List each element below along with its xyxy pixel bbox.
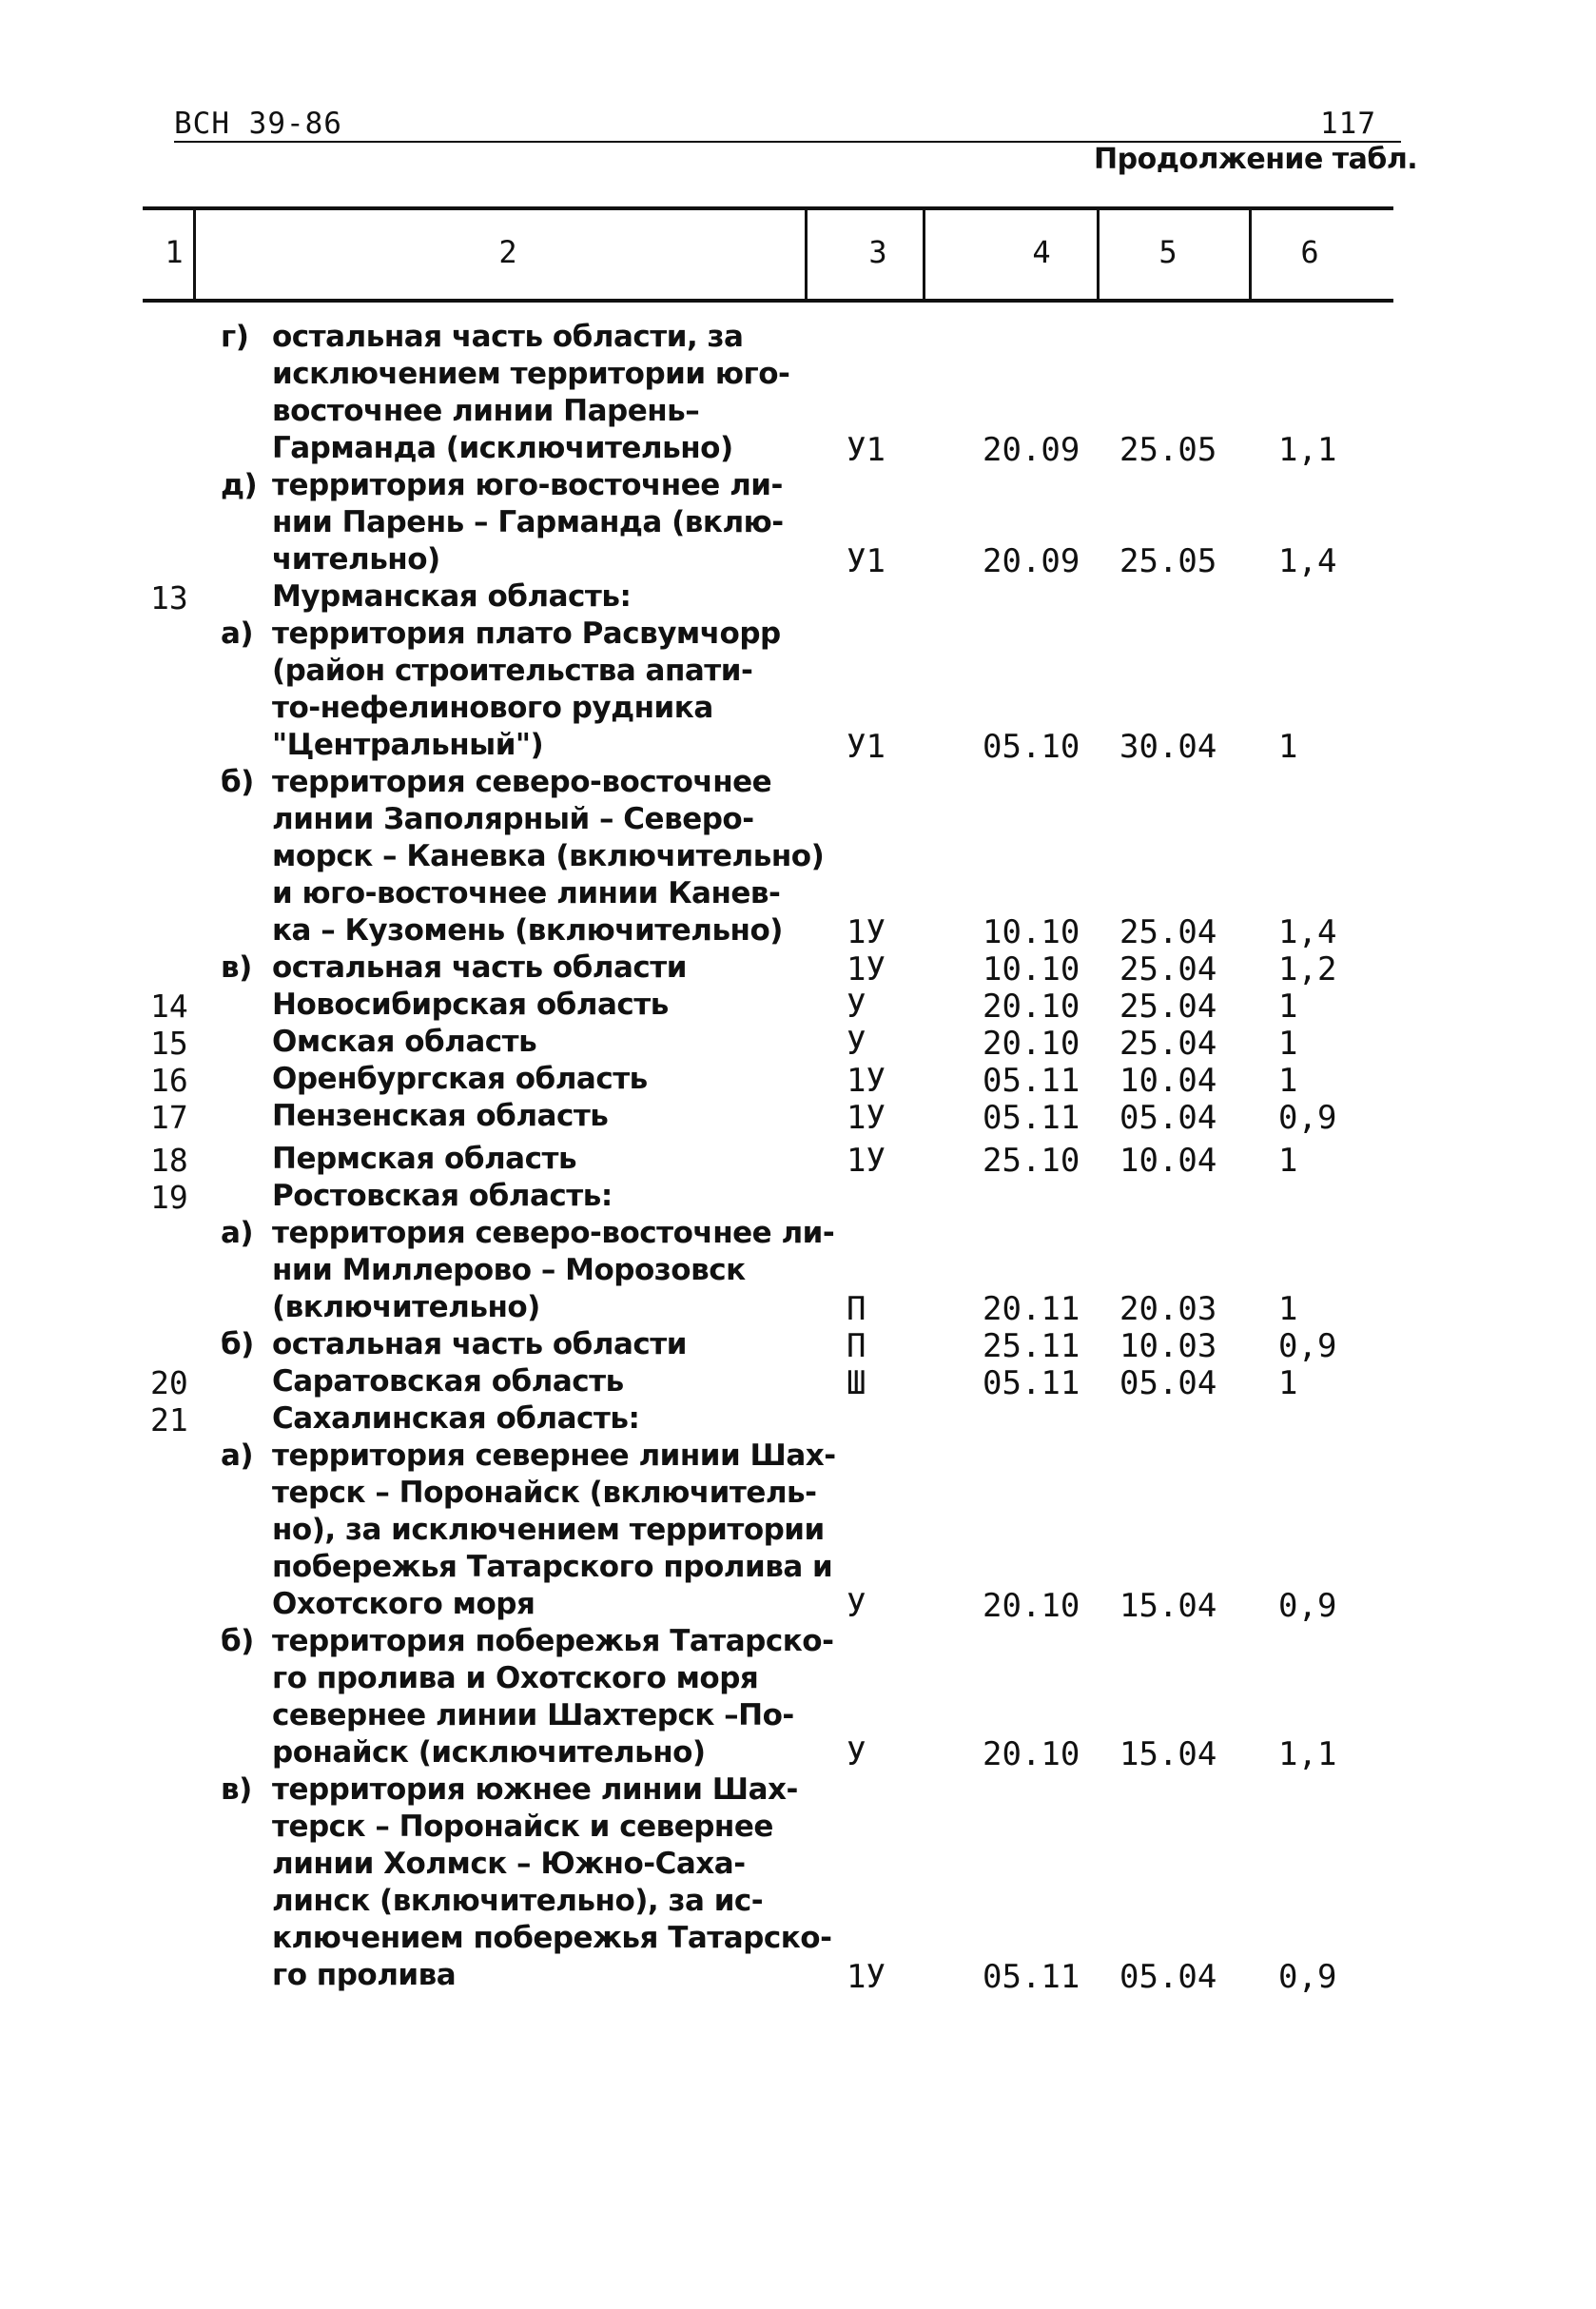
region-description: территория севернее линии Шах- [272,1438,836,1473]
region-description: нии Миллерово – Морозовск [272,1253,746,1287]
climate-zone-cell: 1У [847,1099,886,1137]
end-date-cell: 10.04 [1119,1062,1217,1100]
region-description: (включительно) [272,1290,540,1324]
climate-zone-cell: П [847,1290,866,1328]
coefficient-cell: 1 [1278,1290,1298,1328]
coefficient-cell: 0,9 [1278,1587,1337,1625]
region-description: Саратовская область [272,1364,624,1399]
start-date-cell: 10.10 [983,950,1080,988]
item-letter: д) [221,468,258,502]
start-date-cell: 20.09 [983,542,1080,580]
row-number: 21 [150,1401,188,1438]
coefficient-cell: 1 [1278,1364,1298,1402]
region-description: чительно) [272,542,440,577]
column-divider-1 [193,208,196,301]
climate-zone-cell: 1У [847,950,886,988]
region-description: территория южнее линии Шах- [272,1772,798,1807]
region-description: линии Заполярный – Северо- [272,802,754,836]
item-letter: а) [221,1438,254,1473]
region-description: ключением побережья Татарско- [272,1921,832,1955]
coefficient-cell: 1,2 [1278,950,1337,988]
climate-zone-cell: У1 [847,542,886,580]
coefficient-cell: 1 [1278,1142,1298,1180]
region-description: линии Холмск – Южно-Саха- [272,1847,746,1881]
region-description: Пензенская область [272,1099,609,1133]
end-date-cell: 05.04 [1119,1099,1217,1137]
item-letter: г) [221,320,249,354]
table-top-rule [143,206,1393,210]
region-description: нии Парень – Гарманда (вклю- [272,505,784,539]
row-number: 15 [150,1025,188,1062]
item-letter: б) [221,1327,254,1361]
climate-zone-cell: У [847,1025,866,1063]
climate-zone-cell: У [847,988,866,1026]
column-number: 5 [1158,234,1178,270]
region-description: го пролива [272,1958,457,1992]
start-date-cell: 20.09 [983,431,1080,469]
table-header-bottom-rule [143,299,1393,303]
end-date-cell: 25.04 [1119,1025,1217,1063]
table-continuation-label: Продолжение табл. [1094,143,1418,176]
end-date-cell: 10.03 [1119,1327,1217,1365]
region-description: севернее линии Шахтерск –По- [272,1698,794,1732]
item-letter: а) [221,1216,254,1250]
region-description: Охотского моря [272,1587,535,1621]
region-description: ка – Кузомень (включительно) [272,913,783,948]
coefficient-cell: 1,1 [1278,1735,1337,1773]
region-description: (район строительства апати- [272,654,753,688]
region-description: терск – Поронайск (включитель- [272,1476,817,1510]
region-description: Новосибирская область [272,988,669,1022]
region-description: Ростовская область: [272,1179,613,1213]
region-description: остальная часть области, за [272,320,744,354]
region-description: Омская область [272,1025,537,1059]
coefficient-cell: 1 [1278,728,1298,766]
row-number: 20 [150,1364,188,1401]
column-number: 4 [1032,234,1051,270]
start-date-cell: 10.10 [983,913,1080,951]
region-description: побережья Татарского пролива и [272,1550,833,1584]
region-description: то-нефелинового рудника [272,691,713,725]
region-description: территория северо-восточнее ли- [272,1216,835,1250]
climate-zone-cell: У [847,1587,866,1625]
end-date-cell: 25.05 [1119,431,1217,469]
item-letter: в) [221,950,252,985]
row-number: 17 [150,1099,188,1136]
climate-zone-cell: У1 [847,431,886,469]
coefficient-cell: 1,4 [1278,913,1337,951]
coefficient-cell: 0,9 [1278,1099,1337,1137]
region-description: территория северо-восточнее [272,765,772,799]
start-date-cell: 20.10 [983,1587,1080,1625]
region-description: "Центральный") [272,728,544,762]
region-description: территория плато Расвумчорр [272,616,781,651]
start-date-cell: 20.10 [983,988,1080,1026]
column-divider-5 [1249,208,1252,301]
start-date-cell: 05.11 [983,1099,1080,1137]
region-description: Оренбургская область [272,1062,648,1096]
region-description: терск – Поронайск и севернее [272,1810,773,1844]
column-number: 1 [165,234,184,270]
row-number: 18 [150,1142,188,1179]
region-description: Гарманда (исключительно) [272,431,733,465]
end-date-cell: 25.04 [1119,913,1217,951]
row-number: 16 [150,1062,188,1099]
column-number: 6 [1300,234,1319,270]
column-divider-3 [923,208,925,301]
climate-zone-cell: П [847,1327,866,1365]
column-divider-2 [805,208,808,301]
end-date-cell: 05.04 [1119,1364,1217,1402]
end-date-cell: 25.04 [1119,950,1217,988]
column-divider-4 [1097,208,1100,301]
start-date-cell: 20.11 [983,1290,1080,1328]
coefficient-cell: 1,1 [1278,431,1337,469]
region-description: но), за исключением территории [272,1513,825,1547]
region-description: Сахалинская область: [272,1401,640,1436]
region-description: и юго-восточнее линии Канев- [272,876,781,910]
region-description: восточнее линии Парень– [272,394,700,428]
coefficient-cell: 1,4 [1278,542,1337,580]
column-number: 3 [868,234,887,270]
row-number: 14 [150,988,188,1025]
coefficient-cell: 1 [1278,1062,1298,1100]
start-date-cell: 25.11 [983,1327,1080,1365]
climate-zone-cell: Ш [847,1364,866,1402]
item-letter: а) [221,616,254,651]
region-description: Мурманская область: [272,579,632,614]
region-description: ронайск (исключительно) [272,1735,706,1770]
column-number: 2 [498,234,517,270]
start-date-cell: 20.10 [983,1025,1080,1063]
end-date-cell: 15.04 [1119,1735,1217,1773]
region-description: остальная часть области [272,950,687,985]
start-date-cell: 20.10 [983,1735,1080,1773]
start-date-cell: 05.11 [983,1062,1080,1100]
coefficient-cell: 1 [1278,988,1298,1026]
region-description: го пролива и Охотского моря [272,1661,759,1695]
region-description: Пермская область [272,1142,577,1176]
item-letter: б) [221,1624,254,1658]
end-date-cell: 15.04 [1119,1587,1217,1625]
region-description: остальная часть области [272,1327,687,1361]
start-date-cell: 05.11 [983,1958,1080,1996]
coefficient-cell: 0,9 [1278,1327,1337,1365]
coefficient-cell: 0,9 [1278,1958,1337,1996]
region-description: исключением территории юго- [272,357,790,391]
row-number: 13 [150,579,188,616]
climate-zone-cell: 1У [847,913,886,951]
page-number: 117 [1320,107,1376,141]
region-description: линск (включительно), за ис- [272,1884,764,1918]
item-letter: в) [221,1772,252,1807]
climate-zone-cell: 1У [847,1958,886,1996]
climate-zone-cell: 1У [847,1142,886,1180]
region-description: территория побережья Татарско- [272,1624,834,1658]
region-description: территория юго-восточнее ли- [272,468,783,502]
end-date-cell: 25.05 [1119,542,1217,580]
start-date-cell: 05.10 [983,728,1080,766]
end-date-cell: 25.04 [1119,988,1217,1026]
start-date-cell: 25.10 [983,1142,1080,1180]
end-date-cell: 30.04 [1119,728,1217,766]
region-description: морск – Каневка (включительно) [272,839,825,873]
start-date-cell: 05.11 [983,1364,1080,1402]
end-date-cell: 05.04 [1119,1958,1217,1996]
coefficient-cell: 1 [1278,1025,1298,1063]
row-number: 19 [150,1179,188,1216]
climate-zone-cell: У [847,1735,866,1773]
end-date-cell: 20.03 [1119,1290,1217,1328]
item-letter: б) [221,765,254,799]
document-code: ВСН 39-86 [174,107,342,141]
climate-zone-cell: 1У [847,1062,886,1100]
climate-zone-cell: У1 [847,728,886,766]
end-date-cell: 10.04 [1119,1142,1217,1180]
